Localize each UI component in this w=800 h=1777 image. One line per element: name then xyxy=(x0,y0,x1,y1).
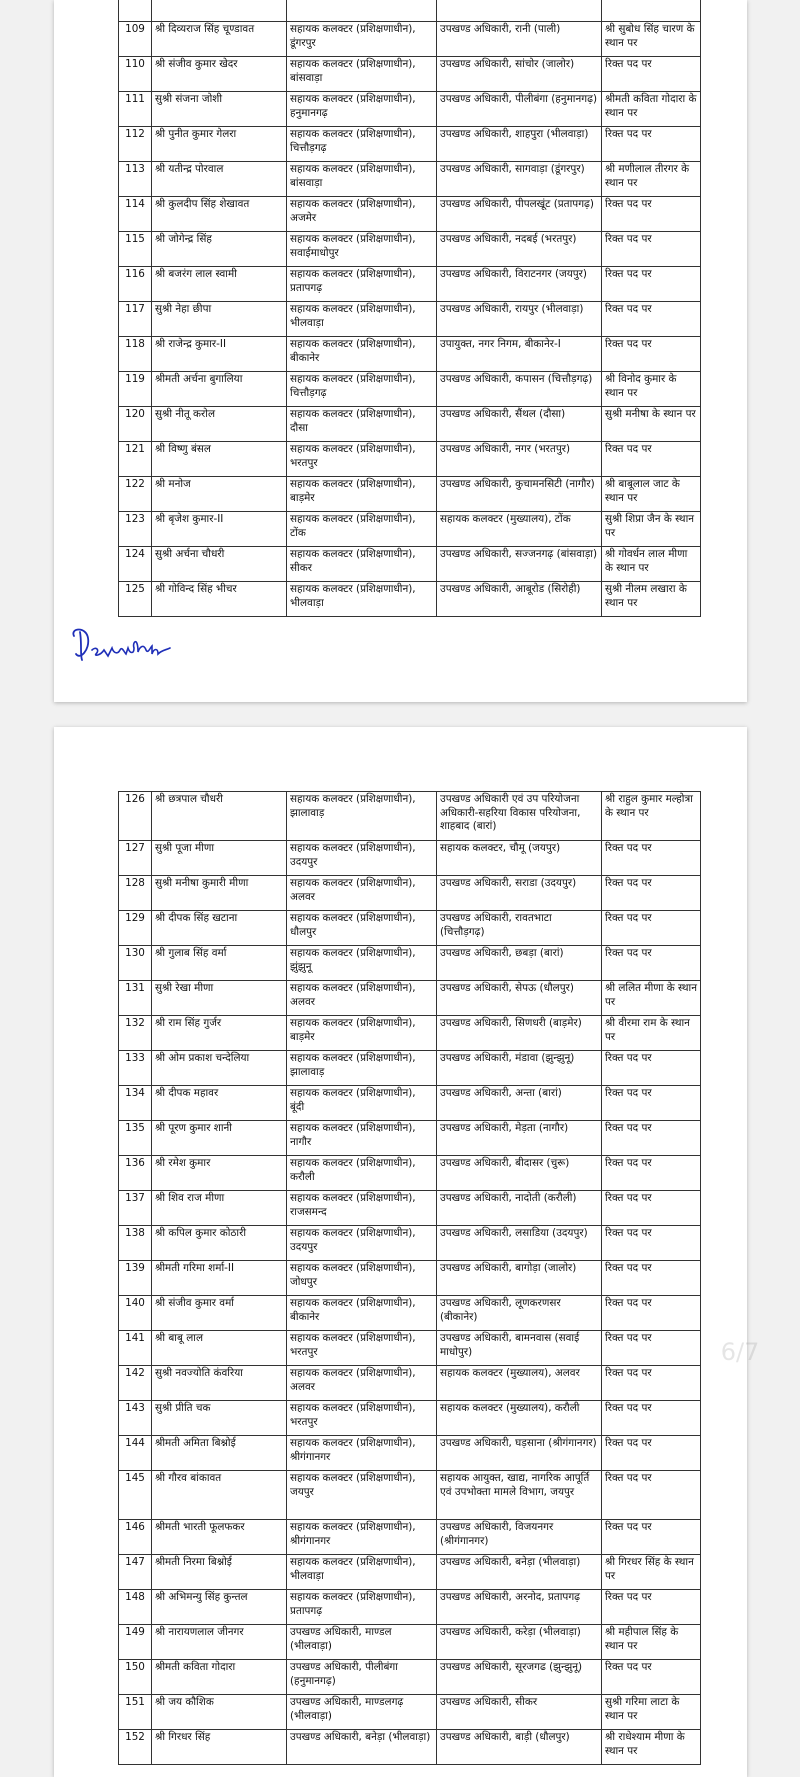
remark-cell: रिक्त पद पर xyxy=(602,1086,701,1121)
table-row xyxy=(119,876,701,911)
current-post-cell: सहायक कलक्टर (प्रशिक्षणाधीन), अलवर xyxy=(287,981,437,1016)
remark-cell: श्री महीपाल सिंह के स्थान पर xyxy=(602,1625,701,1660)
serial-cell: 118 xyxy=(119,337,152,372)
new-post-cell: उपखण्ड अधिकारी, छबड़ा (बारां) xyxy=(437,946,602,981)
officer-name-cell: श्री गौरव बांकावत xyxy=(152,1471,287,1520)
new-post-cell: सहायक कलक्टर (मुख्यालय), अलवर xyxy=(437,1366,602,1401)
serial-cell: 121 xyxy=(119,442,152,477)
remark-cell: रिक्त पद पर xyxy=(602,841,701,876)
remark-cell: रिक्त पद पर xyxy=(602,1226,701,1261)
current-post-cell: सहायक कलक्टर (प्रशिक्षणाधीन), भीलवाड़ा xyxy=(287,582,437,617)
table-row xyxy=(119,1296,701,1331)
serial-cell: 129 xyxy=(119,911,152,946)
current-post-cell: सहायक कलक्टर (प्रशिक्षणाधीन), बीकानेर xyxy=(287,337,437,372)
officer-name-cell: श्रीमती निरमा बिश्नोई xyxy=(152,1555,287,1590)
officer-name-cell: श्री राम सिंह गुर्जर xyxy=(152,1016,287,1051)
new-post-cell: उपखण्ड अधिकारी, पीपलखूंट (प्रतापगढ़) xyxy=(437,197,602,232)
table-row xyxy=(119,1555,701,1590)
table-row xyxy=(119,1401,701,1436)
officer-name-cell: श्री दीपक महावर xyxy=(152,1086,287,1121)
serial-cell xyxy=(119,0,152,22)
officer-name-cell: सुश्री नीतू करोल xyxy=(152,407,287,442)
remark-cell: सुश्री नीलम लखारा के स्थान पर xyxy=(602,582,701,617)
officer-name-cell: श्री दीपक सिंह खटाना xyxy=(152,911,287,946)
remark-cell: श्री सुबोध सिंह चारण के स्थान पर xyxy=(602,22,701,57)
page-indicator: 6/7 xyxy=(720,1338,760,1366)
document-page-2 xyxy=(54,727,747,1777)
current-post-cell: सहायक कलक्टर (प्रशिक्षणाधीन), बाड़मेर xyxy=(287,477,437,512)
serial-cell: 134 xyxy=(119,1086,152,1121)
officer-name-cell: सुश्री प्रीति चक xyxy=(152,1401,287,1436)
remark-cell: श्री राहुल कुमार मल्होत्रा के स्थान पर xyxy=(602,792,701,841)
serial-cell: 136 xyxy=(119,1156,152,1191)
remark-cell: श्री ललित मीणा के स्थान पर xyxy=(602,981,701,1016)
current-post-cell: सहायक कलक्टर (प्रशिक्षणाधीन), सवाईमाधोपुर xyxy=(287,232,437,267)
signature-image xyxy=(66,620,186,670)
officer-name-cell: श्रीमती कविता गोदारा xyxy=(152,1660,287,1695)
remark-cell: रिक्त पद पर xyxy=(602,1660,701,1695)
new-post-cell: उपायुक्त, नगर निगम, बीकानेर-I xyxy=(437,337,602,372)
table-row xyxy=(119,1695,701,1730)
table-row xyxy=(119,372,701,407)
current-post-cell: सहायक कलक्टर (प्रशिक्षणाधीन), नागौर xyxy=(287,1121,437,1156)
table-row xyxy=(119,946,701,981)
serial-cell: 146 xyxy=(119,1520,152,1555)
current-post-cell: सहायक कलक्टर (प्रशिक्षणाधीन), बांसवाड़ा xyxy=(287,57,437,92)
officer-name-cell: सुश्री मनीषा कुमारी मीणा xyxy=(152,876,287,911)
remark-cell: रिक्त पद पर xyxy=(602,1520,701,1555)
remark-cell: रिक्त पद पर xyxy=(602,1121,701,1156)
serial-cell: 141 xyxy=(119,1331,152,1366)
current-post-cell: सहायक कलक्टर (प्रशिक्षणाधीन), टोंक xyxy=(287,512,437,547)
current-post-cell: सहायक कलक्टर (प्रशिक्षणाधीन), अलवर xyxy=(287,1366,437,1401)
current-post-cell: सहायक कलक्टर (प्रशिक्षणाधीन), झुंझुनू xyxy=(287,946,437,981)
table-row xyxy=(119,337,701,372)
remark-cell: सुश्री शिप्रा जैन के स्थान पर xyxy=(602,512,701,547)
table-row xyxy=(119,1226,701,1261)
current-post-cell: सहायक कलक्टर (प्रशिक्षणाधीन), बीकानेर xyxy=(287,1296,437,1331)
remark-cell: रिक्त पद पर xyxy=(602,1261,701,1296)
current-post-cell: सहायक कलक्टर (प्रशिक्षणाधीन), बाड़मेर xyxy=(287,1016,437,1051)
table-row xyxy=(119,1191,701,1226)
remark-cell: रिक्त पद पर xyxy=(602,1471,701,1520)
new-post-cell: उपखण्ड अधिकारी, नगर (भरतपुर) xyxy=(437,442,602,477)
remark-cell: रिक्त पद पर xyxy=(602,1590,701,1625)
new-post-cell: उपखण्ड अधिकारी, नादोती (करौली) xyxy=(437,1191,602,1226)
serial-cell: 144 xyxy=(119,1436,152,1471)
serial-cell: 111 xyxy=(119,92,152,127)
table-row xyxy=(119,232,701,267)
current-post-cell: सहायक कलक्टर (प्रशिक्षणाधीन), उदयपुर xyxy=(287,1226,437,1261)
remark-cell: रिक्त पद पर xyxy=(602,337,701,372)
current-post-cell: सहायक कलक्टर (प्रशिक्षणाधीन), झालावाड़ xyxy=(287,792,437,841)
table-row xyxy=(119,1366,701,1401)
new-post-cell: उपखण्ड अधिकारी, कपासन (चित्तौड़गढ़) xyxy=(437,372,602,407)
officer-name-cell: श्री संजीव कुमार खेदर xyxy=(152,57,287,92)
table-row xyxy=(119,1520,701,1555)
document-page-1 xyxy=(54,0,747,702)
remark-cell: रिक्त पद पर xyxy=(602,946,701,981)
new-post-cell: उपखण्ड अधिकारी, रावतभाटा (चित्तौड़गढ़) xyxy=(437,911,602,946)
table-row xyxy=(119,512,701,547)
table-row xyxy=(119,22,701,57)
remark-cell: रिक्त पद पर xyxy=(602,876,701,911)
new-post-cell: उपखण्ड अधिकारी, सैंथल (दौसा) xyxy=(437,407,602,442)
officer-name-cell: श्री बजरंग लाल स्वामी xyxy=(152,267,287,302)
new-post-cell: उपखण्ड अधिकारी, नदबई (भरतपुर) xyxy=(437,232,602,267)
new-post-cell: उपखण्ड अधिकारी, बागोड़ा (जालोर) xyxy=(437,1261,602,1296)
remark-cell: श्री विनोद कुमार के स्थान पर xyxy=(602,372,701,407)
serial-cell: 123 xyxy=(119,512,152,547)
officer-name-cell: श्रीमती गरिमा शर्मा-II xyxy=(152,1261,287,1296)
new-post-cell xyxy=(437,0,602,22)
current-post-cell: सहायक कलक्टर (प्रशिक्षणाधीन), दौसा xyxy=(287,407,437,442)
remark-cell: श्रीमती कविता गोदारा के स्थान पर xyxy=(602,92,701,127)
current-post-cell: सहायक कलक्टर (प्रशिक्षणाधीन), करौली xyxy=(287,1156,437,1191)
table-row xyxy=(119,407,701,442)
current-post-cell: सहायक कलक्टर (प्रशिक्षणाधीन), उदयपुर xyxy=(287,841,437,876)
new-post-cell: सहायक कलक्टर (मुख्यालय), करौली xyxy=(437,1401,602,1436)
serial-cell: 147 xyxy=(119,1555,152,1590)
table-row xyxy=(119,1471,701,1520)
current-post-cell: सहायक कलक्टर (प्रशिक्षणाधीन), डूंगरपुर xyxy=(287,22,437,57)
new-post-cell: उपखण्ड अधिकारी, पीलीबंगा (हनुमानगढ़) xyxy=(437,92,602,127)
new-post-cell: उपखण्ड अधिकारी एवं उप परियोजना अधिकारी-सहरिया विकास परियोजना, शाहबाद (बारां) xyxy=(437,792,602,841)
new-post-cell: उपखण्ड अधिकारी, करेड़ा (भीलवाड़ा) xyxy=(437,1625,602,1660)
new-post-cell: उपखण्ड अधिकारी, सीकर xyxy=(437,1695,602,1730)
remark-cell: रिक्त पद पर xyxy=(602,1331,701,1366)
remark-cell: रिक्त पद पर xyxy=(602,1366,701,1401)
serial-cell: 112 xyxy=(119,127,152,162)
serial-cell: 132 xyxy=(119,1016,152,1051)
serial-cell: 126 xyxy=(119,792,152,841)
officer-name-cell xyxy=(152,0,287,22)
serial-cell: 117 xyxy=(119,302,152,337)
current-post-cell: उपखण्ड अधिकारी, माण्डलगढ़ (भीलवाड़ा) xyxy=(287,1695,437,1730)
current-post-cell: सहायक कलक्टर (प्रशिक्षणाधीन), चित्तौड़गढ़ xyxy=(287,372,437,407)
serial-cell: 122 xyxy=(119,477,152,512)
remark-cell: श्री मणीलाल तीरगर के स्थान पर xyxy=(602,162,701,197)
current-post-cell: सहायक कलक्टर (प्रशिक्षणाधीन), अजमेर xyxy=(287,197,437,232)
officer-name-cell: सुश्री संजना जोशी xyxy=(152,92,287,127)
current-post-cell: सहायक कलक्टर (प्रशिक्षणाधीन), हनुमानगढ़ xyxy=(287,92,437,127)
table-row xyxy=(119,477,701,512)
remark-cell: रिक्त पद पर xyxy=(602,302,701,337)
current-post-cell: सहायक कलक्टर (प्रशिक्षणाधीन), जयपुर xyxy=(287,1471,437,1520)
new-post-cell: उपखण्ड अधिकारी, अन्ता (बारां) xyxy=(437,1086,602,1121)
signature xyxy=(66,620,186,670)
table-row xyxy=(119,267,701,302)
officer-name-cell: श्रीमती अर्चना बुगालिया xyxy=(152,372,287,407)
officer-name-cell: श्री कपिल कुमार कोठारी xyxy=(152,1226,287,1261)
serial-cell: 116 xyxy=(119,267,152,302)
officer-name-cell: श्री ओम प्रकाश चन्देलिया xyxy=(152,1051,287,1086)
current-post-cell: सहायक कलक्टर (प्रशिक्षणाधीन), झालावाड़ xyxy=(287,1051,437,1086)
table-row xyxy=(119,302,701,337)
officer-name-cell: श्री यतीन्द्र पोरवाल xyxy=(152,162,287,197)
current-post-cell: सहायक कलक्टर (प्रशिक्षणाधीन), श्रीगंगानगर xyxy=(287,1520,437,1555)
table-row xyxy=(119,1331,701,1366)
current-post-cell xyxy=(287,0,437,22)
remark-cell: रिक्त पद पर xyxy=(602,1191,701,1226)
remark-cell: रिक्त पद पर xyxy=(602,1401,701,1436)
current-post-cell: सहायक कलक्टर (प्रशिक्षणाधीन), चित्तौड़गढ़ xyxy=(287,127,437,162)
current-post-cell: सहायक कलक्टर (प्रशिक्षणाधीन), भीलवाड़ा xyxy=(287,302,437,337)
officer-name-cell: श्री जय कौशिक xyxy=(152,1695,287,1730)
table-row xyxy=(119,1016,701,1051)
serial-cell: 139 xyxy=(119,1261,152,1296)
new-post-cell: उपखण्ड अधिकारी, सागवाड़ा (डूंगरपुर) xyxy=(437,162,602,197)
officer-name-cell: सुश्री अर्चना चौधरी xyxy=(152,547,287,582)
new-post-cell: सहायक कलक्टर (मुख्यालय), टोंक xyxy=(437,512,602,547)
serial-cell: 138 xyxy=(119,1226,152,1261)
table-row xyxy=(119,547,701,582)
new-post-cell: उपखण्ड अधिकारी, बामनवास (सवाई माधोपुर) xyxy=(437,1331,602,1366)
current-post-cell: सहायक कलक्टर (प्रशिक्षणाधीन), भरतपुर xyxy=(287,1331,437,1366)
current-post-cell: उपखण्ड अधिकारी, माण्डल (भीलवाड़ा) xyxy=(287,1625,437,1660)
remark-cell: रिक्त पद पर xyxy=(602,1296,701,1331)
new-post-cell: सहायक आयुक्त, खाद्य, नागरिक आपूर्ति एवं उपभोक्ता मामले विभाग, जयपुर xyxy=(437,1471,602,1520)
serial-cell: 114 xyxy=(119,197,152,232)
current-post-cell: उपखण्ड अधिकारी, बनेड़ा (भीलवाड़ा) xyxy=(287,1730,437,1765)
remark-cell: श्री राधेश्याम मीणा के स्थान पर xyxy=(602,1730,701,1765)
officer-name-cell: श्री छत्रपाल चौधरी xyxy=(152,792,287,841)
serial-cell: 109 xyxy=(119,22,152,57)
new-post-cell: उपखण्ड अधिकारी, आबूरोड (सिरोही) xyxy=(437,582,602,617)
table-row xyxy=(119,841,701,876)
serial-cell: 120 xyxy=(119,407,152,442)
serial-cell: 110 xyxy=(119,57,152,92)
serial-cell: 137 xyxy=(119,1191,152,1226)
table-row xyxy=(119,1590,701,1625)
remark-cell: रिक्त पद पर xyxy=(602,127,701,162)
officer-name-cell: श्री विष्णु बंसल xyxy=(152,442,287,477)
officer-name-cell: श्री शिव राज मीणा xyxy=(152,1191,287,1226)
new-post-cell: उपखण्ड अधिकारी, बनेड़ा (भीलवाड़ा) xyxy=(437,1555,602,1590)
new-post-cell: उपखण्ड अधिकारी, अरनोद, प्रतापगढ़ xyxy=(437,1590,602,1625)
new-post-cell: उपखण्ड अधिकारी, सराडा (उदयपुर) xyxy=(437,876,602,911)
current-post-cell: सहायक कलक्टर (प्रशिक्षणाधीन), धौलपुर xyxy=(287,911,437,946)
serial-cell: 131 xyxy=(119,981,152,1016)
new-post-cell: उपखण्ड अधिकारी, रानी (पाली) xyxy=(437,22,602,57)
table-row xyxy=(119,1086,701,1121)
remark-cell: रिक्त पद पर xyxy=(602,1156,701,1191)
table-row xyxy=(119,792,701,841)
serial-cell: 143 xyxy=(119,1401,152,1436)
remark-cell: रिक्त पद पर xyxy=(602,1436,701,1471)
current-post-cell: सहायक कलक्टर (प्रशिक्षणाधीन), भीलवाड़ा xyxy=(287,1555,437,1590)
officer-name-cell: सुश्री पूजा मीणा xyxy=(152,841,287,876)
new-post-cell: उपखण्ड अधिकारी, घड़साना (श्रीगंगानगर) xyxy=(437,1436,602,1471)
serial-cell: 149 xyxy=(119,1625,152,1660)
table-row xyxy=(119,911,701,946)
current-post-cell: उपखण्ड अधिकारी, पीलीबंगा (हनुमानगढ़) xyxy=(287,1660,437,1695)
new-post-cell: उपखण्ड अधिकारी, बाड़ी (धौलपुर) xyxy=(437,1730,602,1765)
current-post-cell: सहायक कलक्टर (प्रशिक्षणाधीन), भरतपुर xyxy=(287,442,437,477)
officer-name-cell: सुश्री रेखा मीणा xyxy=(152,981,287,1016)
current-post-cell: सहायक कलक्टर (प्रशिक्षणाधीन), बूंदी xyxy=(287,1086,437,1121)
serial-cell: 115 xyxy=(119,232,152,267)
serial-cell: 135 xyxy=(119,1121,152,1156)
officer-name-cell: सुश्री नेहा छीपा xyxy=(152,302,287,337)
new-post-cell: उपखण्ड अधिकारी, मंडावा (झुन्झुनू) xyxy=(437,1051,602,1086)
new-post-cell: उपखण्ड अधिकारी, सज्जनगढ़ (बांसवाड़ा) xyxy=(437,547,602,582)
new-post-cell: उपखण्ड अधिकारी, रायपुर (भीलवाड़ा) xyxy=(437,302,602,337)
serial-cell: 130 xyxy=(119,946,152,981)
table-row xyxy=(119,1121,701,1156)
current-post-cell: सहायक कलक्टर (प्रशिक्षणाधीन), अलवर xyxy=(287,876,437,911)
current-post-cell: सहायक कलक्टर (प्रशिक्षणाधीन), भरतपुर xyxy=(287,1401,437,1436)
officer-name-cell: श्री संजीव कुमार वर्मा xyxy=(152,1296,287,1331)
officer-name-cell: सुश्री नवज्योति कंवरिया xyxy=(152,1366,287,1401)
table-row xyxy=(119,442,701,477)
new-post-cell: उपखण्ड अधिकारी, विजयनगर (श्रीगंगानगर) xyxy=(437,1520,602,1555)
table-row xyxy=(119,1436,701,1471)
current-post-cell: सहायक कलक्टर (प्रशिक्षणाधीन), राजसमन्द xyxy=(287,1191,437,1226)
officer-name-cell: श्री पूरण कुमार शानी xyxy=(152,1121,287,1156)
officer-name-cell: श्री कुलदीप सिंह शेखावत xyxy=(152,197,287,232)
officer-name-cell: श्री जोगेन्द्र सिंह xyxy=(152,232,287,267)
officer-name-cell: श्री रमेश कुमार xyxy=(152,1156,287,1191)
current-post-cell: सहायक कलक्टर (प्रशिक्षणाधीन), प्रतापगढ़ xyxy=(287,1590,437,1625)
serial-cell: 150 xyxy=(119,1660,152,1695)
new-post-cell: उपखण्ड अधिकारी, विराटनगर (जयपुर) xyxy=(437,267,602,302)
officer-name-cell: श्री राजेन्द्र कुमार-II xyxy=(152,337,287,372)
new-post-cell: उपखण्ड अधिकारी, सांचोर (जालोर) xyxy=(437,57,602,92)
remark-cell: सुश्री मनीषा के स्थान पर xyxy=(602,407,701,442)
serial-cell: 152 xyxy=(119,1730,152,1765)
officer-name-cell: श्री नारायणलाल जीनगर xyxy=(152,1625,287,1660)
officer-name-cell: श्री बाबू लाल xyxy=(152,1331,287,1366)
new-post-cell: उपखण्ड अधिकारी, सेपऊ (धौलपुर) xyxy=(437,981,602,1016)
current-post-cell: सहायक कलक्टर (प्रशिक्षणाधीन), सीकर xyxy=(287,547,437,582)
current-post-cell: सहायक कलक्टर (प्रशिक्षणाधीन), श्रीगंगानगर xyxy=(287,1436,437,1471)
table-row xyxy=(119,197,701,232)
new-post-cell: उपखण्ड अधिकारी, लसाडिया (उदयपुर) xyxy=(437,1226,602,1261)
serial-cell: 127 xyxy=(119,841,152,876)
remark-cell: रिक्त पद पर xyxy=(602,232,701,267)
new-post-cell: सहायक कलक्टर, चौमू (जयपुर) xyxy=(437,841,602,876)
table-row xyxy=(119,92,701,127)
table-row xyxy=(119,127,701,162)
table-row xyxy=(119,582,701,617)
transfer-table-page-1 xyxy=(118,0,701,617)
officer-name-cell: श्री गुलाब सिंह वर्मा xyxy=(152,946,287,981)
remark-cell: श्री बाबूलाल जाट के स्थान पर xyxy=(602,477,701,512)
new-post-cell: उपखण्ड अधिकारी, शाहपुरा (भीलवाड़ा) xyxy=(437,127,602,162)
new-post-cell: उपखण्ड अधिकारी, कुचामनसिटी (नागौर) xyxy=(437,477,602,512)
table-row xyxy=(119,1660,701,1695)
table-row xyxy=(119,981,701,1016)
serial-cell: 133 xyxy=(119,1051,152,1086)
officer-name-cell: श्री गोविन्द सिंह भीचर xyxy=(152,582,287,617)
serial-cell: 124 xyxy=(119,547,152,582)
current-post-cell: सहायक कलक्टर (प्रशिक्षणाधीन), जोधपुर xyxy=(287,1261,437,1296)
remark-cell: रिक्त पद पर xyxy=(602,442,701,477)
officer-name-cell: श्री गिरधर सिंह xyxy=(152,1730,287,1765)
table-row xyxy=(119,0,701,22)
remark-cell: रिक्त पद पर xyxy=(602,57,701,92)
officer-name-cell: श्री पुनीत कुमार गेलरा xyxy=(152,127,287,162)
remark-cell: रिक्त पद पर xyxy=(602,267,701,302)
serial-cell: 140 xyxy=(119,1296,152,1331)
officer-name-cell: श्री अभिमन्यु सिंह कुन्तल xyxy=(152,1590,287,1625)
table-row xyxy=(119,57,701,92)
remark-cell: रिक्त पद पर xyxy=(602,197,701,232)
table-row xyxy=(119,1261,701,1296)
serial-cell: 113 xyxy=(119,162,152,197)
remark-cell: श्री गिरधर सिंह के स्थान पर xyxy=(602,1555,701,1590)
new-post-cell: उपखण्ड अधिकारी, लूणकरणसर (बीकानेर) xyxy=(437,1296,602,1331)
remark-cell: श्री वीरमा राम के स्थान पर xyxy=(602,1016,701,1051)
serial-cell: 151 xyxy=(119,1695,152,1730)
serial-cell: 119 xyxy=(119,372,152,407)
new-post-cell: उपखण्ड अधिकारी, मेड़ता (नागौर) xyxy=(437,1121,602,1156)
officer-name-cell: श्रीमती भारती फूलफकर xyxy=(152,1520,287,1555)
transfer-table-page-2 xyxy=(118,791,701,1765)
new-post-cell: उपखण्ड अधिकारी, सूरजगढ (झुन्झुनू) xyxy=(437,1660,602,1695)
new-post-cell: उपखण्ड अधिकारी, बीदासर (चुरू) xyxy=(437,1156,602,1191)
officer-name-cell: श्री बृजेश कुमार-II xyxy=(152,512,287,547)
remark-cell: श्री गोवर्धन लाल मीणा के स्थान पर xyxy=(602,547,701,582)
serial-cell: 142 xyxy=(119,1366,152,1401)
remark-cell: रिक्त पद पर xyxy=(602,911,701,946)
serial-cell: 148 xyxy=(119,1590,152,1625)
current-post-cell: सहायक कलक्टर (प्रशिक्षणाधीन), प्रतापगढ़ xyxy=(287,267,437,302)
table-row xyxy=(119,1730,701,1765)
serial-cell: 128 xyxy=(119,876,152,911)
table-row xyxy=(119,1156,701,1191)
table-row xyxy=(119,1625,701,1660)
table-row xyxy=(119,1051,701,1086)
current-post-cell: सहायक कलक्टर (प्रशिक्षणाधीन), बांसवाड़ा xyxy=(287,162,437,197)
officer-name-cell: श्री दिव्यराज सिंह चूण्डावत xyxy=(152,22,287,57)
new-post-cell: उपखण्ड अधिकारी, सिणधरी (बाड़मेर) xyxy=(437,1016,602,1051)
serial-cell: 125 xyxy=(119,582,152,617)
officer-name-cell: श्रीमती अमिता बिश्नोई xyxy=(152,1436,287,1471)
remark-cell: रिक्त पद पर xyxy=(602,1051,701,1086)
serial-cell: 145 xyxy=(119,1471,152,1520)
remark-cell xyxy=(602,0,701,22)
table-row xyxy=(119,162,701,197)
officer-name-cell: श्री मनोज xyxy=(152,477,287,512)
remark-cell: सुश्री गरिमा लाटा के स्थान पर xyxy=(602,1695,701,1730)
